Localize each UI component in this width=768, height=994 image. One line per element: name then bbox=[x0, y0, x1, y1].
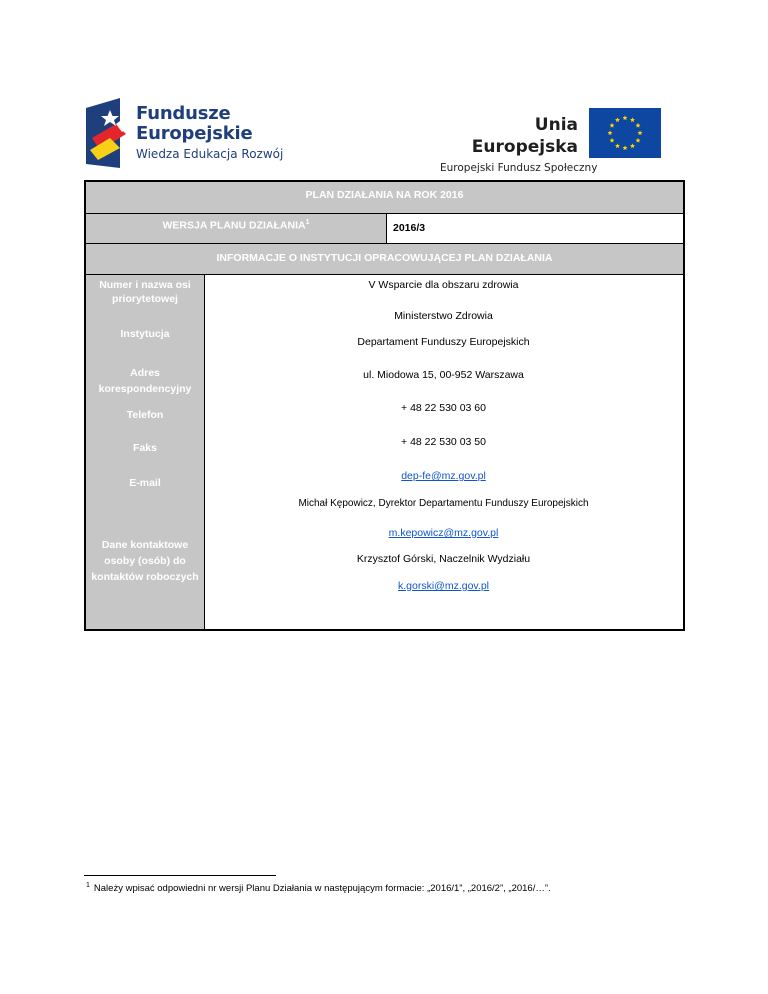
email-value-wrap bbox=[204, 470, 683, 482]
fax-label-text: Faks bbox=[133, 442, 157, 454]
contact-person-1: Michał Kępowicz, Dyrektor Departamentu Funduszy Europejskich bbox=[298, 498, 589, 509]
footnote bbox=[86, 882, 551, 894]
action-plan-form bbox=[84, 180, 685, 631]
contacts-label bbox=[90, 537, 200, 585]
ue-title: Unia Europejska bbox=[471, 115, 578, 157]
axis-label-text: Numer i nazwa osi priorytetowej bbox=[99, 279, 191, 305]
fax-label bbox=[86, 441, 204, 455]
version-footnote-mark: 1 bbox=[305, 219, 310, 226]
axis-label bbox=[86, 278, 204, 306]
fundusze-europejskie-emblem-icon bbox=[86, 98, 132, 168]
fe-logo-line2: Europejskie bbox=[136, 123, 253, 144]
phone-label bbox=[86, 408, 204, 422]
form-title bbox=[86, 182, 683, 213]
address-label-text: Adres korespondencyjny bbox=[98, 367, 192, 395]
section-title-text: INFORMACJE O INSTYTUCJI OPRACOWUJĄCEJ PLAN DZIAŁANIA bbox=[216, 252, 553, 264]
fe-logo-subtitle: Wiedza Edukacja Rozwój bbox=[136, 147, 284, 161]
section-title bbox=[86, 243, 683, 274]
unia-europejska-text bbox=[440, 114, 598, 174]
institution-value-department: Departament Funduszy Europejskich bbox=[357, 336, 530, 348]
ue-subtitle: Europejski Fundusz Społeczny bbox=[440, 162, 598, 174]
phone-label-text: Telefon bbox=[126, 409, 164, 421]
contact-email-1-wrap bbox=[204, 527, 683, 539]
form-title-text: PLAN DZIAŁANIA NA ROK 2016 bbox=[305, 189, 464, 201]
fax-value: + 48 22 530 03 50 bbox=[401, 436, 486, 448]
values-area bbox=[204, 274, 683, 629]
axis-value: V Wsparcie dla obszaru zdrowia bbox=[368, 279, 519, 291]
email-label-text: E-mail bbox=[129, 477, 161, 489]
version-value: 2016/3 bbox=[393, 222, 426, 234]
institution-label-text: Instytucja bbox=[120, 328, 170, 340]
institution-value-ministry: Ministerstwo Zdrowia bbox=[394, 310, 493, 322]
email-label bbox=[86, 476, 204, 490]
footnote-divider bbox=[84, 875, 276, 876]
address-value: ul. Miodowa 15, 00-952 Warszawa bbox=[363, 369, 524, 381]
fe-logo-line1: Fundusze bbox=[136, 103, 231, 124]
version-label-cell bbox=[86, 213, 386, 243]
contact-person-2: Krzysztof Górski, Naczelnik Wydziału bbox=[356, 553, 531, 565]
contact-email-2-link[interactable]: k.gorski@mz.gov.pl bbox=[398, 580, 489, 592]
institution-label bbox=[86, 327, 204, 341]
fundusze-europejskie-logo bbox=[86, 98, 286, 170]
contact-email-2-wrap bbox=[204, 580, 683, 592]
contacts-label-text: Dane kontaktowe osoby (osób) do kontaktów roboczych bbox=[91, 539, 199, 583]
version-label: WERSJA PLANU DZIAŁANIA bbox=[162, 219, 306, 232]
contact-email-1-link[interactable]: m.kepowicz@mz.gov.pl bbox=[388, 527, 499, 539]
footnote-text: Należy wpisać odpowiedni nr wersji Planu Działania w następującym formacie: „2016/1”, „2016/2”, „2016/…”. bbox=[93, 883, 551, 895]
eu-flag-icon bbox=[589, 108, 661, 158]
address-label bbox=[86, 365, 204, 397]
phone-value: + 48 22 530 03 60 bbox=[401, 402, 486, 414]
fundusze-europejskie-title bbox=[136, 104, 252, 144]
footnote-mark: 1 bbox=[86, 882, 90, 889]
email-link[interactable]: dep-fe@mz.gov.pl bbox=[401, 470, 486, 482]
version-value-cell bbox=[386, 213, 683, 243]
